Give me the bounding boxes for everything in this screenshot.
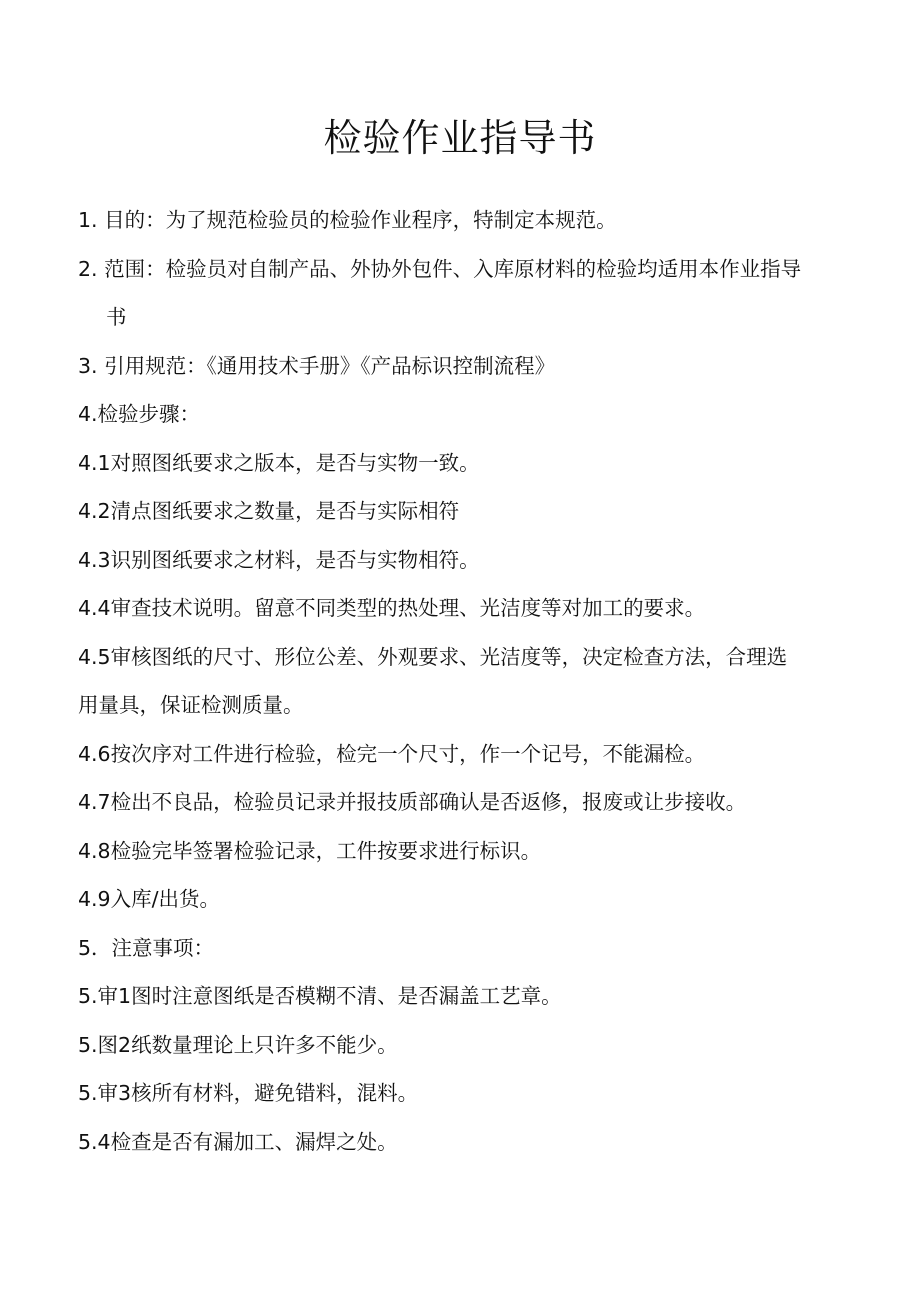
step-4-1: 4.1对照图纸要求之版本，是否与实物一致。	[78, 450, 480, 475]
scope-line: 2. 范围：检验员对自制产品、外协外包件、入库原材料的检验均适用本作业指导	[78, 256, 802, 281]
note-5-3: 5.审3核所有材料，避免错料，混料。	[78, 1081, 419, 1105]
step-4-9: 4.9入库/出货。	[78, 887, 221, 911]
purpose-line: 1. 目的：为了规范检验员的检验作业程序，特制定本规范。	[78, 208, 617, 232]
scope-line-continued: 书	[106, 305, 127, 329]
note-5-2: 5.图2纸数量理论上只许多不能少。	[78, 1032, 398, 1057]
note-5-1: 5.审1图时注意图纸是否模糊不清、是否漏盖工艺章。	[78, 984, 562, 1008]
step-4-6: 4.6按次序对工件进行检验，检完一个尺寸，作一个记号，不能漏检。	[78, 741, 706, 766]
step-4-4: 4.4审查技术说明。留意不同类型的热处理、光洁度等对加工的要求。	[78, 596, 706, 620]
references-line: 3. 引用规范：《通用技术手册》《产品标识控制流程》	[78, 353, 556, 378]
step-4-5: 4.5审核图纸的尺寸、形位公差、外观要求、光洁度等，决定检查方法，合理选	[78, 644, 788, 669]
step-4-2: 4.2清点图纸要求之数量，是否与实际相符	[78, 499, 460, 523]
step-4-7: 4.7检出不良品，检验员记录并报技质部确认是否返修，报废或让步接收。	[78, 790, 747, 814]
document-body	[78, 196, 848, 1166]
steps-heading: 4.检验步骤：	[78, 402, 201, 426]
step-4-8: 4.8检验完毕签署检验记录，工件按要求进行标识。	[78, 838, 542, 863]
notes-heading: 5．注意事项：	[78, 935, 215, 960]
document-title: 检验作业指导书	[323, 116, 597, 160]
step-4-3: 4.3识别图纸要求之材料，是否与实物相符。	[78, 547, 480, 572]
note-5-4: 5.4检查是否有漏加工、漏焊之处。	[78, 1129, 398, 1154]
step-4-5-continued: 用量具，保证检测质量。	[78, 693, 304, 717]
